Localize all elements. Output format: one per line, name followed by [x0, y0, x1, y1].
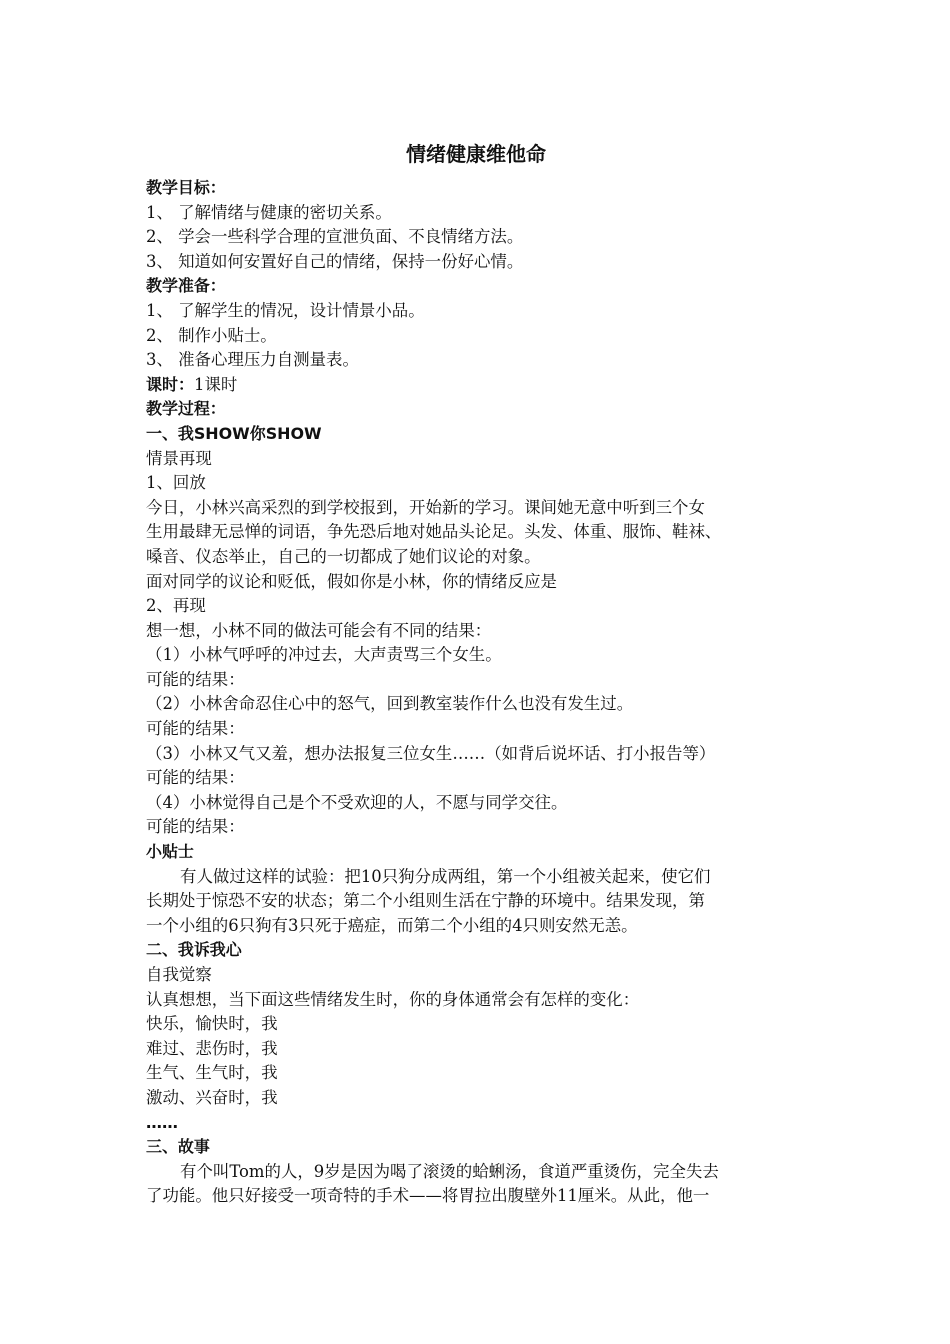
reflect-line: 认真想想，当下面这些情绪发生时，你的身体通常会有怎样的变化： [146, 989, 640, 1009]
result-label: 可能的结果： [146, 768, 245, 788]
feeling-item: 生气、生气时，我 [146, 1063, 278, 1083]
think-line: 想一想，小林不同的做法可能会有不同的结果： [146, 620, 492, 640]
option-item: （2）小林舍命忍住心中的怒气，回到教室装作什么也没有发生过。 [146, 694, 634, 714]
self-aware-label: 自我觉察 [146, 965, 212, 984]
page-title: 情绪健康维他命 [406, 142, 546, 166]
story3-line: 有个叫Tom的人，9岁是因为喝了滚烫的蛤蜊汤，食道严重烫伤，完全失去 [180, 1161, 719, 1181]
story-line: 嗓音、仪态举止，自己的一切都成了她们议论的对象。 [146, 546, 541, 566]
document-body [146, 176, 816, 1209]
replay-label: 1、回放 [146, 473, 206, 493]
prep-heading: 教学准备： [146, 276, 226, 296]
goal-item: 2、 学会一些科学合理的宣泄负面、不良情绪方法。 [146, 227, 524, 247]
tip-heading: 小贴士 [146, 842, 194, 862]
tip-line: 有人做过这样的试验：把10只狗分成两组，第一个小组被关起来，使它们 [180, 866, 711, 886]
ellipsis: …… [146, 1112, 178, 1132]
tip-line: 长期处于惊恐不安的状态；第二个小组则生活在宁静的环境中。结果发现，第 [146, 891, 705, 911]
goals-heading: 教学目标： [146, 178, 226, 197]
goal-item: 1、 了解情绪与健康的密切关系。 [146, 202, 392, 222]
option-item: （1）小林气呼呼的冲过去，大声责骂三个女生。 [146, 645, 502, 665]
feeling-item: 激动、兴奋时，我 [146, 1087, 278, 1107]
reappear-label: 2、再现 [146, 596, 206, 616]
process-heading: 教学过程： [146, 399, 226, 419]
tip-line: 一个小组的6只狗有3只死于癌症，而第二个小组的4只则安然无恙。 [146, 915, 638, 935]
story-line: 今日，小林兴高采烈的到学校报到，开始新的学习。课间她无意中听到三个女 [146, 497, 705, 517]
hours-label: 课时： [146, 374, 195, 394]
story3-line: 了功能。他只好接受一项奇特的手术——将胃拉出腹壁外11厘米。从此，他一 [146, 1186, 710, 1206]
hours-value: 1课时 [194, 374, 238, 394]
prep-item: 1、 了解学生的情况，设计情景小品。 [146, 300, 425, 320]
section2-heading: 二、我诉我心 [146, 940, 242, 960]
prep-item: 2、 制作小贴士。 [146, 325, 277, 345]
goal-item: 3、 知道如何安置好自己的情绪，保持一份好心情。 [146, 251, 524, 271]
hours-line [146, 373, 816, 398]
result-label: 可能的结果： [146, 669, 245, 689]
scene-heading: 情景再现 [146, 448, 212, 468]
question-line: 面对同学的议论和贬低，假如你是小林，你的情绪反应是 [146, 571, 557, 591]
section3-heading: 三、故事 [146, 1137, 210, 1157]
option-item: （4）小林觉得自己是个不受欢迎的人，不愿与同学交往。 [146, 792, 568, 812]
section1-heading: 一、我SHOW你SHOW [146, 423, 322, 443]
result-label: 可能的结果： [146, 719, 245, 739]
feeling-item: 难过、悲伤时，我 [146, 1038, 278, 1058]
result-label: 可能的结果： [146, 817, 245, 837]
story-line: 生用最肆无忌惮的词语，争先恐后地对她品头论足。头发、体重、服饰、鞋袜、 [146, 522, 722, 542]
prep-item: 3、 准备心理压力自测量表。 [146, 350, 359, 370]
feeling-item: 快乐，愉快时，我 [146, 1014, 278, 1034]
option-item: （3）小林又气又羞，想办法报复三位女生……（如背后说坏话、打小报告等） [146, 743, 716, 763]
